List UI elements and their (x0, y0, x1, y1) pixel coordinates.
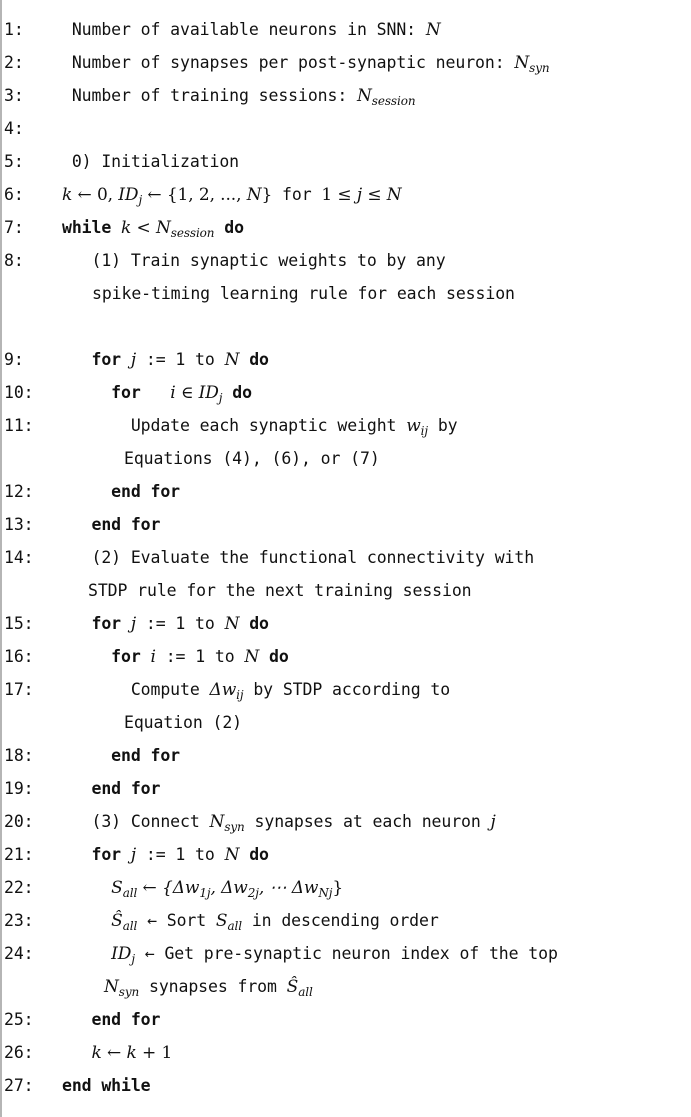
line-text: ← Get pre-synaptic neuron index of the top (134, 944, 558, 963)
math-var: k (62, 185, 73, 205)
math-subscript: 1j (199, 886, 211, 900)
algo-line-25 (4, 1008, 160, 1032)
line-text: Compute (130, 680, 210, 699)
line-text: STDP rule for the next training session (88, 581, 472, 600)
math-subscript: 2j (247, 886, 259, 900)
keyword-for: for (91, 614, 122, 633)
keyword-while: while (62, 218, 112, 237)
math-subscript: session (170, 226, 215, 240)
line-number: 1: (4, 20, 24, 39)
math-var: N (514, 53, 530, 73)
algo-line-6 (4, 183, 402, 207)
line-text: Number of available neurons in SNN: (62, 20, 426, 39)
line-text: (2) Evaluate the functional connectivity with (91, 548, 535, 567)
math-var: N (224, 614, 240, 634)
math-var: N (357, 86, 372, 106)
line-number: 13: (4, 515, 34, 534)
line-text: (3) Connect (91, 812, 210, 831)
keyword-do: do (269, 647, 289, 666)
math-var: N (386, 185, 402, 205)
algo-line-10 (4, 381, 252, 405)
line-number: 19: (4, 779, 34, 798)
line-number: 23: (4, 911, 34, 930)
math-text: < (131, 218, 156, 238)
algo-line-17-cont (124, 711, 242, 735)
keyword-for: for (91, 845, 122, 864)
math-var: Ŝ (111, 911, 123, 931)
keyword-do: do (249, 350, 269, 369)
line-text: Equations (4), (6), or (7) (124, 449, 380, 468)
math-var: ID (111, 944, 132, 964)
line-number: 20: (4, 812, 34, 831)
algo-line-26 (4, 1041, 172, 1065)
line-text: Update each synaptic weight (130, 416, 407, 435)
keyword-end-for: end for (91, 1010, 161, 1029)
math-var: Ŝ (286, 977, 299, 997)
line-text: by STDP according to (243, 680, 451, 699)
line-number: 24: (4, 944, 34, 963)
line-number: 18: (4, 746, 34, 765)
math-var: N (224, 845, 240, 865)
algo-line-4 (4, 117, 62, 141)
math-text: ∈ (175, 383, 199, 403)
line-number: 27: (4, 1076, 34, 1095)
algo-line-7 (4, 216, 244, 240)
line-text: by (428, 416, 458, 435)
line-number: 14: (4, 548, 34, 567)
line-number: 22: (4, 878, 34, 897)
algo-line-17 (4, 678, 450, 702)
line-number: 17: (4, 680, 34, 699)
keyword-end-for: end for (91, 515, 161, 534)
math-var: S (215, 911, 228, 931)
line-text: Number of synapses per post-synaptic neuron: (62, 53, 515, 72)
line-number: 9: (4, 350, 24, 369)
math-var: j (490, 812, 496, 832)
line-text: for (272, 185, 322, 204)
algo-line-20 (4, 810, 496, 834)
line-text: Equation (2) (124, 713, 243, 732)
keyword-for: for (111, 383, 141, 402)
math-var: N (244, 647, 260, 667)
line-number: 3: (4, 86, 24, 105)
line-number: 12: (4, 482, 34, 501)
math-text: 1 ≤ (321, 185, 357, 205)
math-var: N (246, 185, 262, 205)
algo-line-23 (4, 909, 439, 933)
line-text: synapses from (139, 977, 287, 996)
line-number: 5: (4, 152, 24, 171)
math-subscript: all (122, 886, 138, 900)
math-text: } (261, 185, 273, 205)
math-subscript: j (131, 952, 135, 966)
math-text: } (332, 878, 344, 898)
line-text: (1) Train synaptic weights to by any (91, 251, 446, 270)
algo-line-24-cont (104, 975, 313, 999)
algo-line-14 (4, 546, 534, 570)
line-text: := 1 to (155, 647, 245, 666)
math-var: N (224, 350, 240, 370)
keyword-end-while: end while (62, 1076, 151, 1095)
line-text: spike-timing learning rule for each session (92, 284, 515, 303)
line-number: 10: (4, 383, 34, 402)
math-subscript: Nj (318, 886, 333, 900)
keyword-for: for (111, 647, 141, 666)
line-text: in descending order (242, 911, 439, 930)
math-var: k (126, 1043, 137, 1063)
line-text: synapses at each neuron (244, 812, 491, 831)
line-number: 21: (4, 845, 34, 864)
math-subscript: all (122, 919, 138, 933)
math-subscript: all (298, 985, 313, 999)
keyword-end-for: end for (111, 746, 181, 765)
keyword-do: do (249, 614, 269, 633)
math-var: ID (118, 185, 139, 205)
algo-line-1 (4, 18, 441, 42)
algo-line-19 (4, 777, 160, 801)
math-subscript: j (138, 193, 143, 207)
algo-line-9 (4, 348, 269, 372)
math-var: w (406, 416, 421, 436)
left-border (0, 0, 2, 1117)
math-subscript: syn (529, 61, 550, 75)
line-text: 0) Initialization (62, 152, 240, 171)
math-subscript: syn (118, 985, 140, 999)
keyword-do: do (224, 218, 244, 237)
math-var: j (130, 614, 137, 634)
math-text: ← (101, 1043, 127, 1063)
line-number: 8: (4, 251, 24, 270)
math-text: ≤ (362, 185, 387, 205)
line-number: 4: (4, 119, 24, 138)
keyword-do: do (249, 845, 269, 864)
line-number: 2: (4, 53, 24, 72)
line-text: := 1 to (136, 845, 225, 864)
math-subscript: ij (420, 424, 429, 438)
line-number: 25: (4, 1010, 34, 1029)
math-var: ID (198, 383, 219, 403)
math-var: k (91, 1043, 102, 1063)
algo-line-11 (4, 414, 458, 438)
math-var: i (150, 647, 156, 667)
math-var: N (209, 812, 225, 832)
math-text: ← {1, 2, ..., (142, 185, 247, 205)
algo-line-8 (4, 249, 446, 273)
line-text: := 1 to (136, 614, 225, 633)
math-subscript: session (371, 94, 416, 108)
keyword-do: do (232, 383, 252, 402)
math-subscript: all (227, 919, 242, 933)
algo-line-14-cont (88, 579, 472, 603)
algo-line-12 (4, 480, 180, 504)
math-var: Δw (209, 680, 237, 700)
algo-line-27 (4, 1074, 151, 1098)
line-number: 26: (4, 1043, 34, 1062)
math-var: N (104, 977, 119, 997)
algo-line-24 (4, 942, 558, 966)
line-text: Number of training sessions: (62, 86, 358, 105)
math-var: j (130, 350, 137, 370)
keyword-end-for: end for (111, 482, 181, 501)
line-number: 11: (4, 416, 34, 435)
line-number: 16: (4, 647, 34, 666)
math-text: ← {Δw (137, 878, 200, 898)
math-text: , ⋯ Δw (258, 878, 319, 898)
line-number: 6: (4, 185, 24, 204)
algo-line-2 (4, 51, 550, 75)
algo-line-11-cont (124, 447, 380, 471)
math-var: j (130, 845, 137, 865)
line-number: 15: (4, 614, 34, 633)
algo-line-15 (4, 612, 269, 636)
math-var: N (155, 218, 171, 238)
math-subscript: ij (236, 688, 244, 702)
algo-line-16 (4, 645, 289, 669)
algo-line-5 (4, 150, 239, 174)
math-text: + 1 (136, 1043, 173, 1063)
math-subscript: syn (224, 820, 245, 834)
algo-line-22 (4, 876, 343, 900)
math-var: k (121, 218, 132, 238)
line-text: := 1 to (136, 350, 225, 369)
algo-line-18 (4, 744, 180, 768)
math-subscript: j (218, 391, 223, 405)
line-number: 7: (4, 218, 24, 237)
keyword-for: for (91, 350, 122, 369)
algo-line-8-cont (92, 282, 515, 306)
algo-line-21 (4, 843, 269, 867)
algo-line-3 (4, 84, 415, 108)
math-text: , Δw (210, 878, 248, 898)
algo-line-13 (4, 513, 160, 537)
math-var: i (170, 383, 176, 403)
math-text: ← 0, (72, 185, 119, 205)
math-var: N (425, 20, 441, 40)
math-var: j (356, 185, 363, 205)
line-text: ← Sort (137, 911, 216, 930)
math-var: S (111, 878, 123, 898)
keyword-end-for: end for (91, 779, 161, 798)
